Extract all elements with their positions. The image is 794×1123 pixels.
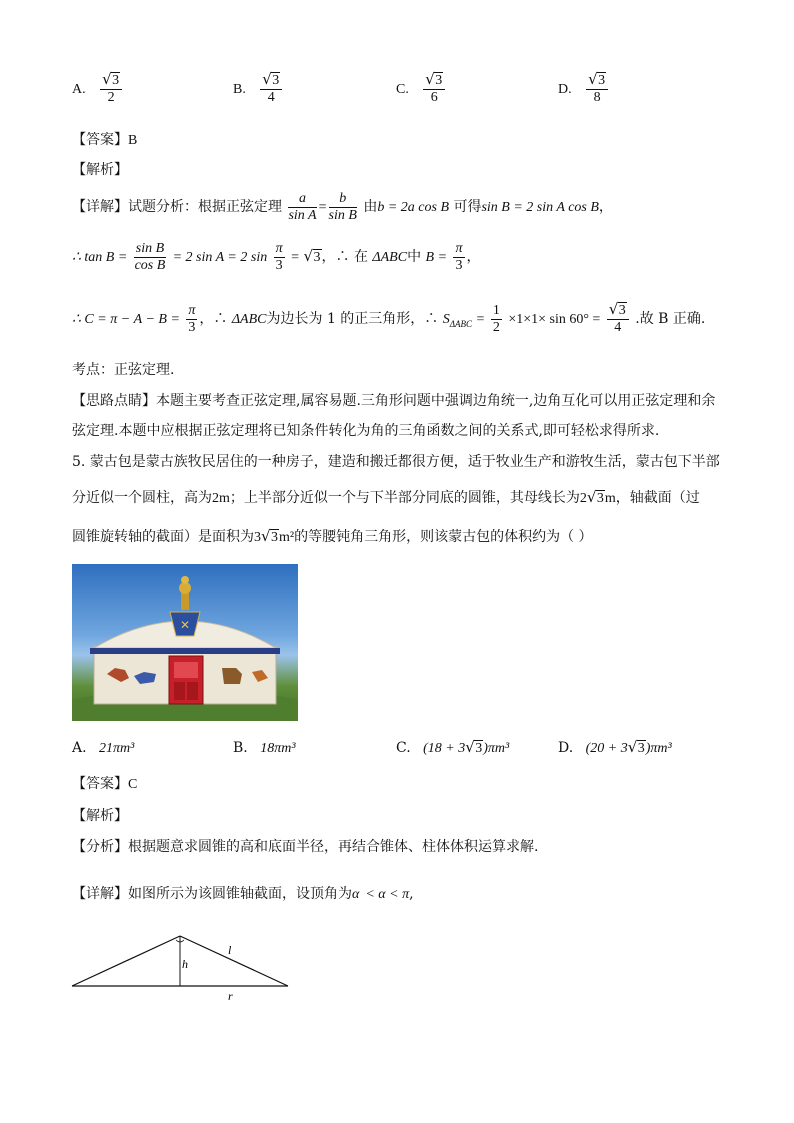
svg-text:✕: ✕ xyxy=(179,618,191,632)
label-h: h xyxy=(182,957,188,971)
detail-line-3: ∴ C = π − A − B = $\frac{\pi}{3}$ ，∴ ΔABC为边长为 1 的正三角形，∴ $S_{\Delta ABC}$ = $\frac{1}{2}$ ×1×1× sin 60° = √ $\frac{3}{4}$ .故 B 正确. xyxy=(72,302,705,341)
silu-line-2: 弦定理.本题中应根据正弦定理将已知条件转化为角的三角函数之间的关系式,即可轻松求得所求. xyxy=(72,423,660,439)
yurt-illustration xyxy=(72,564,298,721)
yurt-photo xyxy=(72,564,298,721)
fraction: √ $\frac{3}{4}$ xyxy=(260,72,282,106)
option-c: C. √ $\frac{3}{6}$ xyxy=(396,72,447,106)
label-r: r xyxy=(228,989,233,1003)
kaodian: 考点：正弦定理. xyxy=(72,362,175,378)
q5-option-d: D. (20 + 3√ 3)πm³ xyxy=(558,738,672,759)
option-d: D. √ $\frac{3}{8}$ xyxy=(558,72,610,106)
q5-option-a: A. 21πm³ xyxy=(72,740,135,756)
cone-cross-section-diagram xyxy=(70,932,300,1007)
answer-line: 【答案】B xyxy=(72,132,138,148)
q5-line-1: 5. 蒙古包是蒙古族牧民居住的一种房子，建造和搬迁都很方便，适于牧业生产和游牧生活，蒙古包下半部 xyxy=(72,454,720,470)
detail-line-1: 【详解】试题分析：根据正弦定理 $\frac{a}{\text{sin A}}$ = $\frac{b}{\text{sin B}}$ 由b = 2a cos B 可得sin B = 2 sin A cos B， xyxy=(72,190,613,223)
q5-line-2: 分近似一个圆柱，高为2m；上半部分近似一个与下半部分同底的圆锥，其母线长为2√ 3m，轴截面（过 xyxy=(72,488,700,509)
detail-line-2: ∴ tan B = $\frac{\text{sin B}}{\text{cos B}}$ = 2 sin A = 2 sin $\frac{\pi}{3}$ = √ 3，∴ 在 ΔABC中 B = $\frac{\pi}{3}$ ， xyxy=(72,240,481,275)
answer5-line: 【答案】C xyxy=(72,776,138,792)
analysis-heading: 【解析】 xyxy=(72,162,128,178)
label-l: l xyxy=(228,943,232,957)
analysis5-heading: 【解析】 xyxy=(72,808,128,824)
fraction: √ $\frac{3}{6}$ xyxy=(423,72,445,106)
detail5-line: 【详解】如图所示为该圆锥轴截面，设顶角为α < α < π, xyxy=(72,886,414,902)
option-b: B. √ $\frac{3}{4}$ xyxy=(233,72,284,106)
silu-line-1: 【思路点睛】本题主要考查正弦定理,属容易题.三角形问题中强调边角统一,边角互化可以用正弦定理和余 xyxy=(72,393,716,409)
q5-option-c: C. (18 + 3√ 3)πm³ xyxy=(396,738,509,759)
q5-line-3: 圆锥旋转轴的截面）是面积为3√ 3m²的等腰钝角三角形，则该蒙古包的体积约为（ ） xyxy=(72,527,593,548)
fenxi5-line: 【分析】根据题意求圆锥的高和底面半径，再结合锥体、柱体体积运算求解. xyxy=(72,839,539,855)
q5-option-b: B. 18πm³ xyxy=(233,740,296,756)
option-a: A. √ $\frac{3}{2}$ xyxy=(72,72,124,106)
fraction: √ $\frac{3}{2}$ xyxy=(100,72,122,106)
fraction: √ $\frac{3}{8}$ xyxy=(586,72,608,106)
